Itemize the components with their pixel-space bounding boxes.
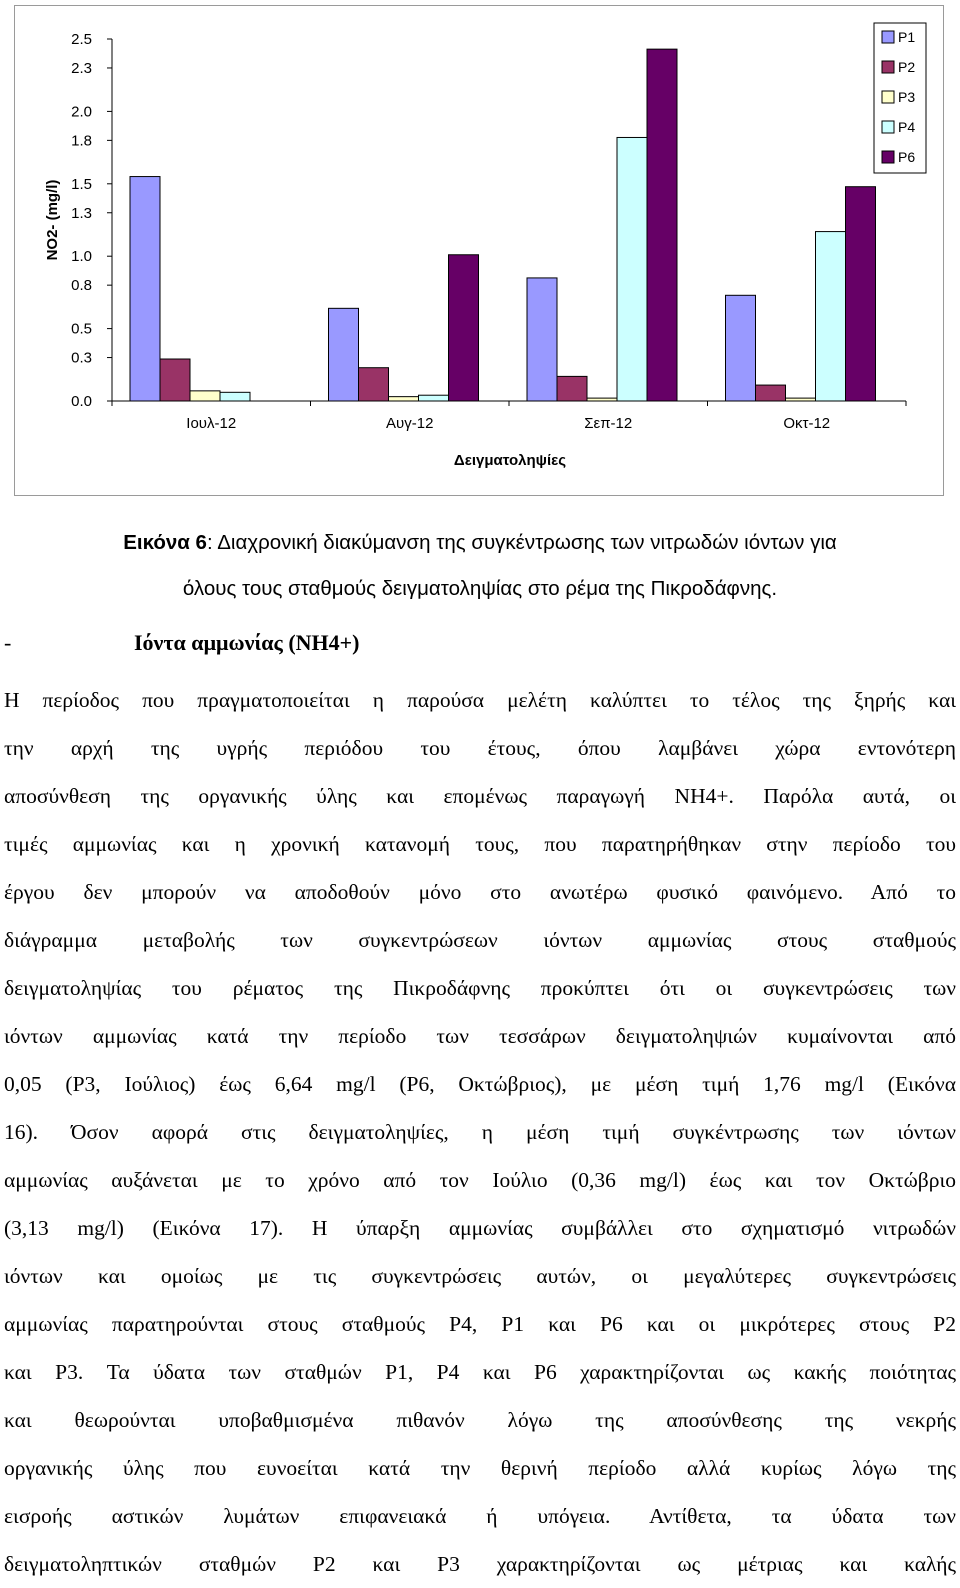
x-axis: [112, 401, 906, 432]
bar-p1-3: [726, 295, 756, 401]
y-tick-label: 2.5: [71, 31, 92, 48]
paragraph-line: και P3. Τα ύδατα των σταθμών P1, P4 και P6 χαρακτηρίζονται ως κακής ποιότητας: [4, 1360, 956, 1384]
section-title: Ιόντα αμμωνίας (NH4+): [134, 630, 360, 655]
y-axis: [71, 31, 112, 410]
bar-p1-1: [329, 308, 359, 401]
body-paragraph: [4, 676, 956, 1588]
paragraph-line: οργανικής ύλης που ευνοείται κατά την θερινή περίοδο αλλά κυρίως λόγω της: [4, 1456, 956, 1480]
y-tick-label: 0.5: [71, 320, 92, 338]
legend-swatch-p3: [882, 91, 894, 103]
section-dash: -: [4, 630, 12, 655]
y-tick-label: 0.3: [71, 349, 92, 367]
x-category-label: Οκτ-12: [783, 415, 831, 432]
legend-label-p2: P2: [898, 59, 916, 75]
caption-text-line1: : Διαχρονική διακύμανση της συγκέντρωσης των νιτρωδών ιόντων για: [206, 531, 837, 554]
x-category-label: Ιουλ-12: [186, 415, 237, 432]
bar-p1-0: [130, 177, 160, 401]
bar-p2-0: [160, 359, 190, 401]
bar-p6-1: [449, 255, 479, 401]
bar-p1-2: [527, 278, 557, 401]
bar-p4-1: [419, 395, 449, 401]
paragraph-line: 0,05 (P3, Ιούλιος) έως 6,64 mg/l (P6, Οκτώβριος), με μέση τιμή 1,76 mg/l (Εικόνα: [4, 1072, 956, 1096]
paragraph-line: τιμές αμμωνίας και η χρονική κατανομή τους, που παρατηρήθηκαν στην περίοδο του: [4, 832, 956, 856]
bar-p4-0: [220, 392, 250, 401]
section-heading: [4, 630, 360, 656]
paragraph-line: ιόντων αμμωνίας κατά την περίοδο των τεσσάρων δειγματοληψιών κυμαίνονται από: [4, 1024, 956, 1048]
legend-swatch-p6: [882, 151, 894, 163]
bar-p2-3: [756, 385, 786, 401]
legend: [874, 23, 926, 173]
y-tick-label: 1.0: [71, 248, 92, 266]
paragraph-line: δειγματοληπτικών σταθμών P2 και P3 χαρακτηρίζονται ως μέτριας και καλής: [4, 1552, 956, 1576]
paragraph-line: αμμωνίας αυξάνεται με το χρόνο από τον Ιούλιο (0,36 mg/l) έως και τον Οκτώβριο: [4, 1168, 956, 1192]
paragraph-line: εισροής αστικών λυμάτων επιφανειακά ή υπόγεια. Αντίθετα, τα ύδατα των: [4, 1504, 956, 1528]
bar-p3-0: [190, 391, 220, 401]
paragraph-line: έργου δεν μπορούν να αποδοθούν μόνο στο ανωτέρω φυσικό φαινόμενο. Από το: [4, 880, 956, 904]
paragraph-line: δειγματοληψίας του ρέματος της Πικροδάφνης προκύπτει ότι οι συγκεντρώσεις των: [4, 976, 956, 1000]
bar-p4-2: [617, 137, 647, 401]
x-category-label: Αυγ-12: [386, 415, 434, 432]
paragraph-line: την αρχή της υγρής περιόδου του έτους, όπου λαμβάνει χώρα εντονότερη: [4, 736, 956, 760]
caption-text-line2: όλους τους σταθμούς δειγματοληψίας στο ρέμα της Πικροδάφνης.: [182, 577, 778, 600]
y-tick-label: 0.8: [71, 277, 92, 295]
y-tick-label: 1.3: [71, 204, 92, 222]
caption-label: Εικόνα 6: [123, 531, 207, 554]
bars: [130, 49, 876, 401]
paragraph-line: αμμωνίας παρατηρούνται στους σταθμούς P4, P1 και P6 και οι μικρότερες στους P2: [4, 1312, 956, 1336]
paragraph-line: Η περίοδος που πραγματοποιείται η παρούσα μελέτη καλύπτει το τέλος της ξηρής και: [4, 688, 956, 712]
legend-swatch-p2: [882, 61, 894, 73]
y-tick-label: 2.0: [71, 103, 92, 121]
bar-p6-3: [846, 187, 876, 401]
x-axis-title: Δειγματοληψίες: [453, 452, 567, 469]
paragraph-line: αποσύνθεση της οργανικής ύλης και επομένως παραγωγή NH4+. Παρόλα αυτά, οι: [4, 784, 956, 808]
legend-swatch-p4: [882, 121, 894, 133]
y-tick-label: 1.5: [71, 175, 92, 193]
y-tick-label: 2.3: [71, 59, 92, 77]
y-axis-title: NO2- (mg/l): [44, 179, 61, 261]
legend-label-p1: P1: [898, 29, 916, 45]
no2-bar-chart: [0, 0, 960, 500]
x-category-label: Σεπ-12: [584, 415, 633, 432]
paragraph-line: (3,13 mg/l) (Εικόνα 17). Η ύπαρξη αμμωνίας συμβάλλει στο σχηματισμό νιτρωδών: [4, 1216, 956, 1240]
legend-swatch-p1: [882, 31, 894, 43]
legend-label-p3: P3: [898, 89, 916, 105]
paragraph-line: 16). Όσον αφορά στις δειγματοληψίες, η μέση τιμή συγκέντρωσης των ιόντων: [4, 1120, 956, 1144]
legend-label-p4: P4: [898, 119, 916, 135]
paragraph-line: και θεωρούνται υποβαθμισμένα πιθανόν λόγω της αποσύνθεσης της νεκρής: [4, 1408, 956, 1432]
paragraph-line: διάγραμμα μεταβολής των συγκεντρώσεων ιόντων αμμωνίας στους σταθμούς: [4, 928, 956, 952]
y-tick-label: 0.0: [71, 393, 92, 410]
bar-p2-2: [557, 376, 587, 401]
bar-p2-1: [359, 368, 389, 401]
figure-caption: [0, 520, 960, 612]
legend-label-p6: P6: [898, 149, 916, 165]
bar-p6-2: [647, 49, 677, 401]
bar-p4-3: [816, 232, 846, 401]
paragraph-line: ιόντων και ομοίως με τις συγκεντρώσεις αυτών, οι μεγαλύτερες συγκεντρώσεις: [4, 1264, 956, 1288]
bar-p3-1: [389, 397, 419, 401]
y-tick-label: 1.8: [71, 132, 92, 150]
